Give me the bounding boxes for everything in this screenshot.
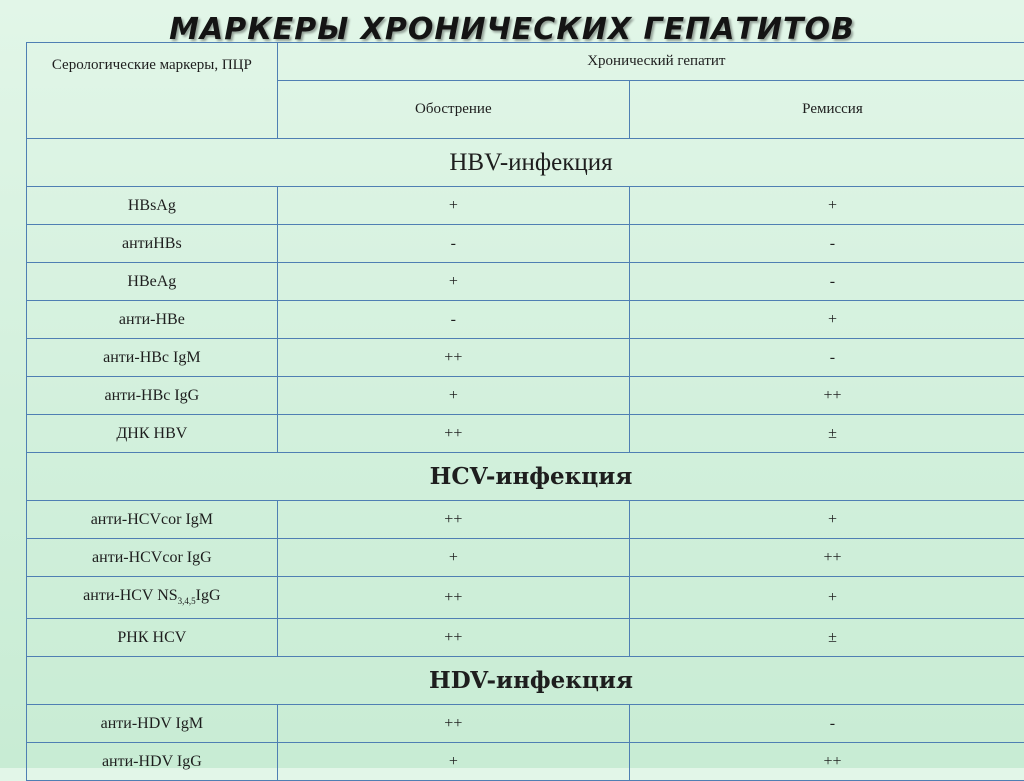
table-row [27, 743, 1024, 781]
table-row [27, 301, 1024, 339]
marker-cell: ДНК HBV [27, 415, 278, 453]
exacerbation-cell: ++ [277, 577, 629, 619]
marker-text: анти-HCV NS [83, 587, 178, 604]
header-row [27, 43, 1024, 81]
remission-cell: - [629, 225, 1024, 263]
table-row [27, 705, 1024, 743]
exacerbation-cell: + [277, 743, 629, 781]
marker-cell: РНК HCV [27, 619, 278, 657]
table-row [27, 415, 1024, 453]
marker-cell [27, 577, 278, 619]
header-markers: Серологические маркеры, ПЦР [27, 43, 278, 139]
table-row [27, 339, 1024, 377]
marker-cell: антиHBs [27, 225, 278, 263]
exacerbation-cell: + [277, 377, 629, 415]
table-row [27, 619, 1024, 657]
remission-cell: + [629, 187, 1024, 225]
table-row [27, 377, 1024, 415]
marker-cell: HBeAg [27, 263, 278, 301]
table-row [27, 225, 1024, 263]
section-title: HDV-инфекция [27, 657, 1024, 705]
remission-cell: ++ [629, 743, 1024, 781]
table-row [27, 187, 1024, 225]
marker-cell: анти-HCVcor IgM [27, 501, 278, 539]
table-row [27, 501, 1024, 539]
marker-subscript: 3,4,5 [178, 597, 196, 607]
remission-cell: - [629, 339, 1024, 377]
exacerbation-cell: - [277, 301, 629, 339]
remission-cell: ± [629, 415, 1024, 453]
marker-cell: анти-HDV IgM [27, 705, 278, 743]
exacerbation-cell: ++ [277, 415, 629, 453]
exacerbation-cell: ++ [277, 705, 629, 743]
remission-cell: - [629, 263, 1024, 301]
exacerbation-cell: + [277, 263, 629, 301]
section-row-hdv [27, 657, 1024, 705]
marker-cell: анти-HBe [27, 301, 278, 339]
header-chronic-hepatitis: Хронический гепатит [277, 43, 1024, 81]
slide-title: МАРКЕРЫ ХРОНИЧЕСКИХ ГЕПАТИТОВ [0, 12, 1024, 47]
header-exacerbation: Обострение [277, 81, 629, 139]
remission-cell: ++ [629, 539, 1024, 577]
remission-cell: ± [629, 619, 1024, 657]
section-title: HCV-инфекция [27, 453, 1024, 501]
marker-suffix: IgG [196, 587, 221, 604]
exacerbation-cell: ++ [277, 619, 629, 657]
remission-cell: ++ [629, 377, 1024, 415]
table-row [27, 577, 1024, 619]
header-remission: Ремиссия [629, 81, 1024, 139]
marker-cell: анти-HBc IgG [27, 377, 278, 415]
marker-cell: HBsAg [27, 187, 278, 225]
remission-cell: + [629, 577, 1024, 619]
remission-cell: - [629, 705, 1024, 743]
remission-cell: + [629, 501, 1024, 539]
exacerbation-cell: ++ [277, 339, 629, 377]
section-title: HBV-инфекция [27, 139, 1024, 187]
section-row-hcv [27, 453, 1024, 501]
exacerbation-cell: - [277, 225, 629, 263]
marker-cell: анти-HCVcor IgG [27, 539, 278, 577]
marker-cell: анти-HBc IgM [27, 339, 278, 377]
exacerbation-cell: + [277, 539, 629, 577]
section-row-hbv [27, 139, 1024, 187]
exacerbation-cell: + [277, 187, 629, 225]
marker-cell: анти-HDV IgG [27, 743, 278, 781]
table-row [27, 539, 1024, 577]
exacerbation-cell: ++ [277, 501, 629, 539]
table-row [27, 263, 1024, 301]
remission-cell: + [629, 301, 1024, 339]
hepatitis-markers-table [26, 42, 1024, 781]
